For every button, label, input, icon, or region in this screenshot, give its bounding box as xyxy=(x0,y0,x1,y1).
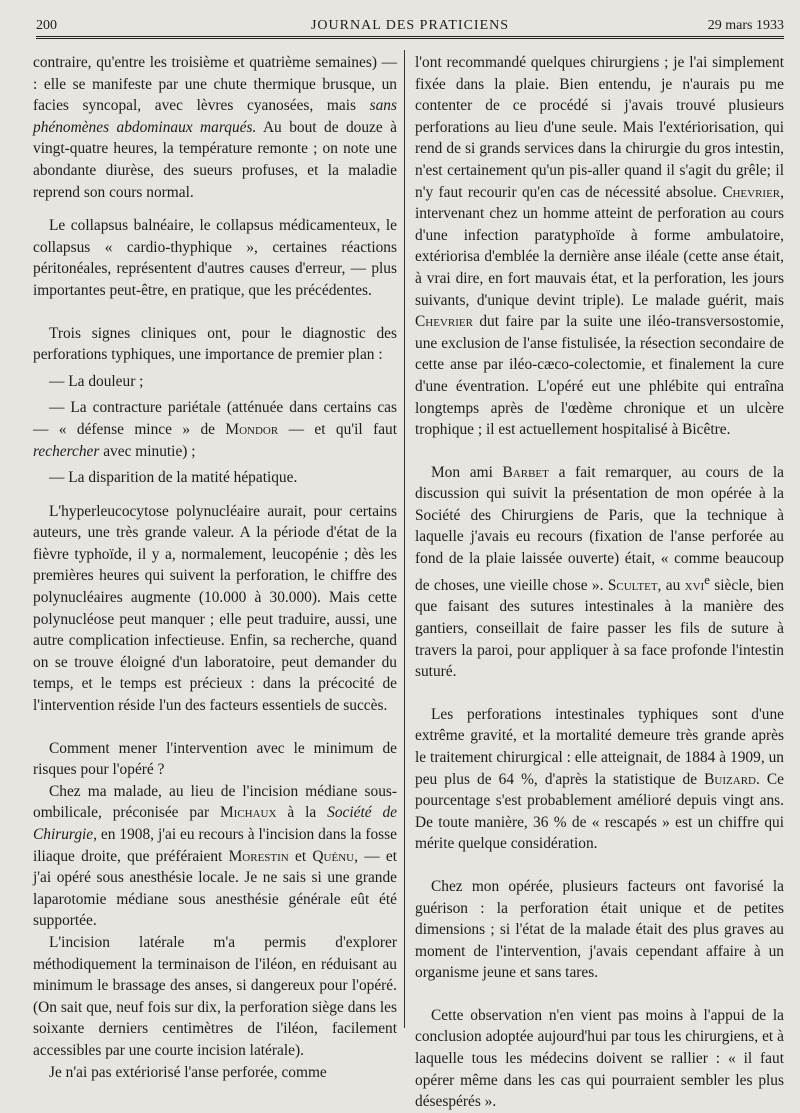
paragraph: Le collapsus balnéaire, le collapsus médicamenteux, le collapsus « cardio-thyphique », certaines réactions péritonéales, représentent d'autres causes d'erreur, — plus importantes peut-être, en pratique, que les précédentes. xyxy=(33,217,397,299)
paragraph: l'ont recommandé quelques chirurgiens ; je l'ai simplement fixée dans la plaie. Bien entendu, je n'aurais pu me contenter de ce procédé si j'avais trouvé plusieurs perforations au lieu d'une seule. Mais l'extériorisation, qui rend de si grands services dans la chirurgie du gros intestin, n'est certainement qu'un pis-aller quand il s'agit du grêle; il n'y faut recourir qu'en cas de nécessité absolue. Chevrier, intervenant chez un homme atteint de perforation au cours d'une infection paratyphoïde à forme ambulatoire, extériorisa d'emblée la dernière anse iléale (cette anse était, à vrai dire, en fort mauvais état, et la perforation, les jours suivants, d'unique devint triple). Le malade guérit, mais Chevrier dut faire par la suite une iléo-transversostomie, une exclusion de l'anse fistulisée, la résection secondaire de cette anse par iléo-cæco-colectomie, et finalement la cure d'une éventration. L'opéré eut une phlébite qui entraîna longtemps après de l'œdème chronique et un ulcère trophique ; il est actuellement hospitalisé à Bicêtre. xyxy=(415,54,784,439)
paragraph: Les perforations intestinales typhiques sont d'une extrême gravité, et la mortalité demeure très grande après le traitement chirurgical : elle atteignait, de 1884 à 1909, un peu plus de 64 %, d'après la statistique de Buizard. Ce pourcentage s'est probablement amélioré depuis vingt ans. De toute manière, 36 % de « rescapés » est un chiffre qui mérite quelque considération. xyxy=(415,705,785,853)
list-item: — La contracture pariétale (atténuée dans certains cas — « défense mince » de Mondor — et qu'il faut rechercher avec minutie) ; xyxy=(33,399,397,460)
paragraph: Chez mon opérée, plusieurs facteurs ont favorisé la guérison : la perforation était unique et de petites dimensions ; si l'état de la malade était des plus graves au moment de l'intervention, j'avais cependant affaire à un organisme jeune et sans tares. xyxy=(415,877,784,982)
left-column xyxy=(33,52,397,1083)
paragraph: Cette observation n'en vient pas moins à l'appui de la conclusion adoptée aujourd'hui par tous les chirurgiens, et à laquelle tous les médecins doivent se rallier : « il faut opérer même dans les cas qui pourraient sembler les plus désespérés ». xyxy=(415,1006,784,1111)
column-divider xyxy=(404,50,405,1028)
paragraph: Je n'ai pas extériorisé l'anse perforée, comme xyxy=(49,1063,327,1081)
issue-date: 29 mars 1933 xyxy=(707,18,784,33)
paragraph: Comment mener l'intervention avec le minimum de risques pour l'opéré ? xyxy=(33,739,397,779)
list-item: — La douleur ; xyxy=(49,372,144,390)
paragraph: L'hyperleucocytose polynucléaire aurait, pour certains auteurs, une très grande valeur. A la période d'état de la fièvre typhoïde, il y a, normalement, leucopénie ; dès les premières heures qui suivent la perforation, le chiffre des polynucléaires augmente (10.000 à 30.000). Mais cette polynucléose peut manquer ; elle peut traduire, aussi, une autre complication infectieuse. Enfin, sa recherche, quand on se trouve éloigné d'un laboratoire, peut demander du temps, et le temps est précieux : dans la précocité de l'intervention réside l'un des facteurs essentiels de succès. xyxy=(33,502,397,715)
right-column xyxy=(415,52,784,1113)
list-item: — La disparition de la matité hépatique. xyxy=(49,469,298,487)
paragraph: L'incision latérale m'a permis d'explorer méthodiquement la terminaison de l'iléon, en réduisant au minimum le brassage des anses, si dangereux pour l'opéré. (On sait que, neuf fois sur dix, la perforation siège dans les soixante derniers centimètres de l'iléon, facilement accessibles par une courte incision latérale). xyxy=(33,933,397,1059)
header-rule xyxy=(36,36,784,39)
paragraph: Trois signes cliniques ont, pour le diagnostic des perforations typhiques, une importance de premier plan : xyxy=(33,324,397,364)
paragraph: Mon ami Barbet a fait remarquer, au cours de la discussion qui suivit la présentation de mon opérée à la Société des Chirurgiens de Paris, que la technique à laquelle j'avais eu recours (fixation de l'anse perforée au fond de la plaie laissée ouverte) était, « comme beaucoup de choses, une vieille chose ». Scultet, au xvi$^e$ siècle, bien que faisant des sutures intestinales à la manière des gantiers, conseillait de faire passer les fils de suture à travers la paroi, pour appliquer à sa face profonde l'intestin suturé. xyxy=(415,463,785,681)
paragraph: Chez ma malade, au lieu de l'incision médiane sous-ombilicale, préconisée par Michaux à la Société de Chirurgie, en 1908, j'ai eu recours à l'incision dans la fosse iliaque droite, que préféraient Morestin et Quénu, — et j'ai opéré sous anesthésie locale. Je ne sais si une grande laparotomie médiane sous anesthésie générale eût été supportée. xyxy=(33,782,397,930)
paragraph: contraire, qu'entre les troisième et quatrième semaines) — : elle se manifeste par une chute thermique brusque, un facies syncopal, avec lèvres cyanosées, mais sans phénomènes abdominaux marqués. Au bout de douze à vingt-quatre heures, la température remonte ; on note une abondante diurèse, des sueurs profuses, et la maladie reprend son cours normal. xyxy=(33,54,397,201)
page-header xyxy=(36,14,784,38)
journal-title: JOURNAL DES PRATICIENS xyxy=(310,18,510,33)
page-number: 200 xyxy=(36,18,57,33)
